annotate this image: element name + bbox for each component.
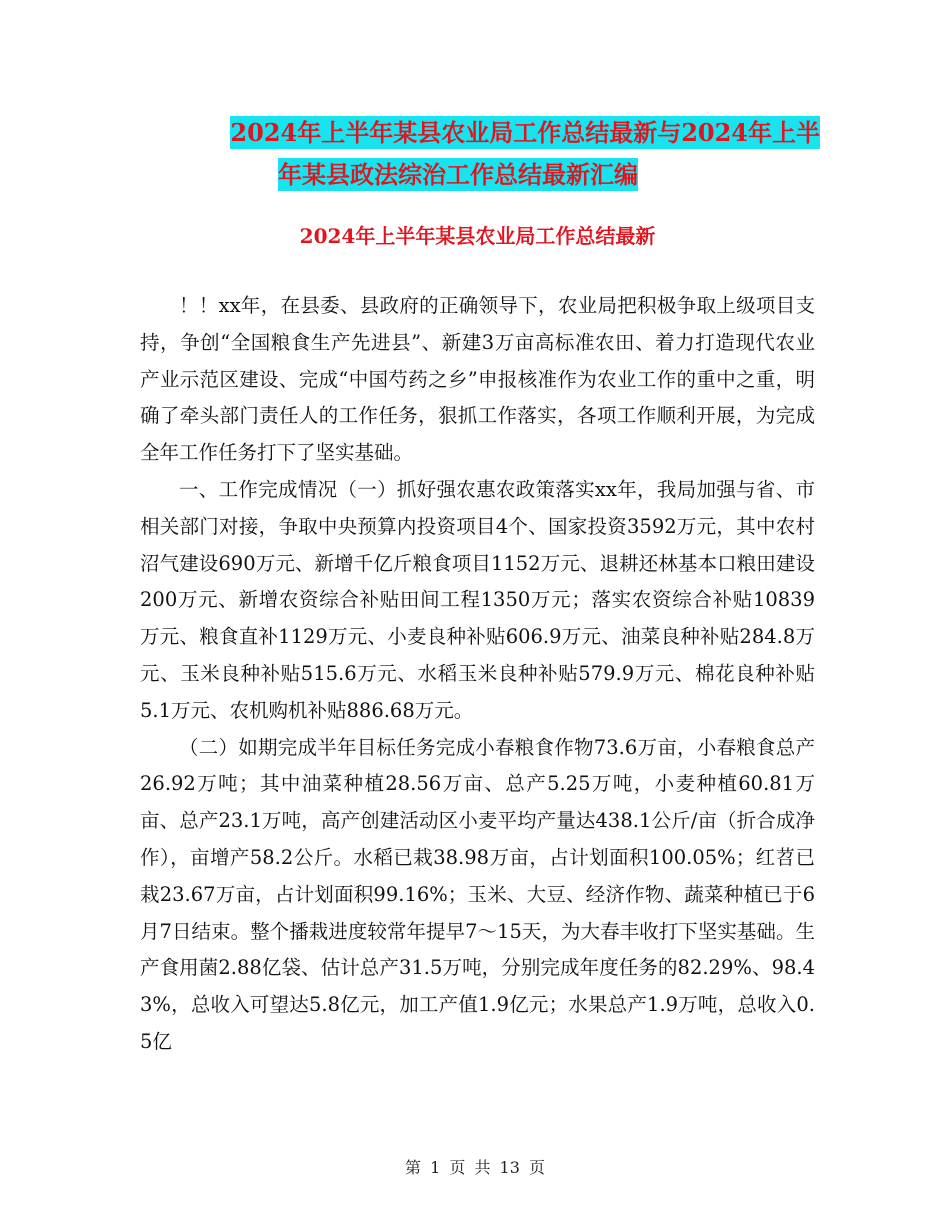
title-line-2-text: 年某县政法综治工作总结最新汇编 — [278, 160, 638, 189]
section-title: 2024年上半年某县农业局工作总结最新 — [299, 224, 656, 248]
document-body — [140, 288, 815, 1061]
paragraph-1: ！！xx年，在县委、县政府的正确领导下，农业局把积极争取上级项目支持，争创“全国粮食生产先进县”、新建3万亩高标准农田、着力打造现代农业产业示范区建设、完成“中国芍药之乡”申报核准作为农业工作的重中之重，明确了牵头部门责任人的工作任务，狠抓工作落实，各项工作顺利开展，为完成全年工作任务打下了坚实基础。 — [140, 294, 815, 465]
page-footer: 第 1 页 共 13 页 — [405, 1158, 545, 1177]
title-line-1-text: 2024年上半年某县农业局工作总结最新与2024年上半 — [230, 118, 820, 147]
title-line-1 — [140, 112, 820, 154]
title-line-2 — [140, 154, 820, 196]
paragraph-3: （二）如期完成半年目标任务完成小春粮食作物73.6万亩，小春粮食总产26.92万吨；其中油菜种植28.56万亩、总产5.25万吨，小麦种植60.81万亩、总产23.1万吨，高产创建活动区小麦平均产量达438.1公斤/亩（折合成净作），亩增产58.2公斤。水稻已栽38.98万亩，占计划面积100.05%；红苕已栽23.67万亩，占计划面积99.16%；玉米、大豆、经济作物、蔬菜种植已于6月7日结束。整个播栽进度较常年提早7～15天，为大春丰收打下坚实基础。生产食用菌2.88亿袋、估计总产31.5万吨，分别完成年度任务的82.29%、98.43%，总收入可望达5.8亿元，加工产值1.9亿元；水果总产1.9万吨，总收入0.5亿 — [140, 735, 815, 1053]
paragraph-2: 一、工作完成情况（一）抓好强农惠农政策落实xx年，我局加强与省、市相关部门对接，争取中央预算内投资项目4个、国家投资3592万元，其中农村沼气建设690万元、新增千亿斤粮食项目1152万元、退耕还林基本口粮田建设200万元、新增农资综合补贴田间工程1350万元；落实农资综合补贴10839万元、粮食直补1129万元、小麦良种补贴606.9万元、油菜良种补贴284.8万元、玉米良种补贴515.6万元、水稻玉米良种补贴579.9万元、棉花良种补贴5.1万元、农机购机补贴886.68万元。 — [140, 477, 815, 722]
document-title — [140, 112, 820, 196]
